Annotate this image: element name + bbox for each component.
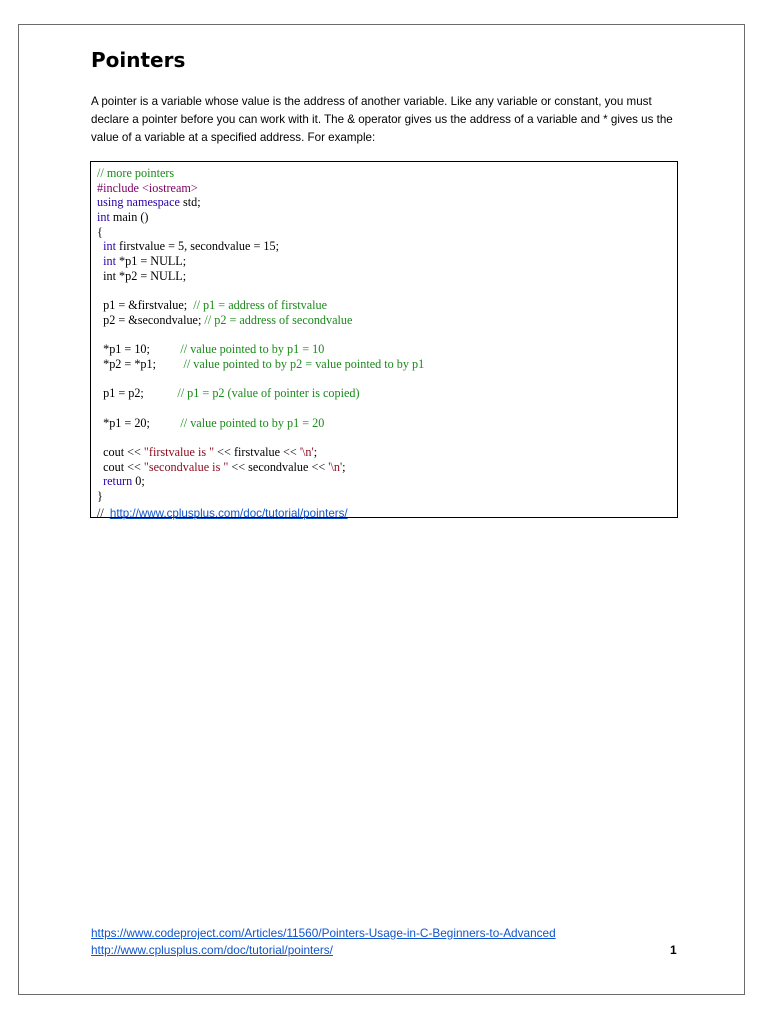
code-token: // p2 = address of secondvalue <box>204 312 353 327</box>
code-token: int <box>103 239 116 254</box>
code-token: int <box>97 210 110 225</box>
code-token: { <box>97 224 103 239</box>
code-token: int <box>103 254 116 269</box>
code-line <box>97 357 671 372</box>
document-page <box>18 24 745 995</box>
code-token: << firstvalue << <box>214 445 300 460</box>
code-token: // more pointers <box>97 166 175 180</box>
code-line <box>97 181 671 196</box>
code-source-line <box>97 504 671 522</box>
code-token: // value pointed to by p1 = 20 <box>180 415 325 430</box>
code-token: std; <box>179 195 201 210</box>
code-token: main () <box>109 210 149 225</box>
code-token: // value pointed to by p1 = 10 <box>180 342 325 357</box>
code-token: *p2 = *p1; <box>97 356 184 371</box>
code-token: *p1 = 20; <box>97 415 181 430</box>
code-line <box>97 401 671 416</box>
code-token: return <box>103 474 133 489</box>
page-number: 1 <box>670 943 677 957</box>
code-token: *p1 = NULL; <box>115 254 187 269</box>
code-line <box>97 254 671 269</box>
code-token: // p1 = p2 (value of pointer is copied) <box>177 386 360 401</box>
code-token: int *p2 = NULL; <box>97 268 187 283</box>
code-token: "firstvalue is " <box>143 445 215 460</box>
footer-references <box>91 925 556 959</box>
code-line <box>97 489 671 504</box>
code-line <box>97 342 671 357</box>
code-line <box>97 298 671 313</box>
code-token: *p1 = 10; <box>97 342 181 357</box>
code-line <box>97 284 671 299</box>
code-token: // value pointed to by p2 = value pointed to by p1 <box>183 356 425 371</box>
page-title: Pointers <box>91 48 186 72</box>
code-comment-prefix: // <box>97 505 110 520</box>
code-line <box>97 430 671 445</box>
code-listing <box>97 166 671 504</box>
code-source-link[interactable]: http://www.cplusplus.com/doc/tutorial/pointers/ <box>109 506 348 520</box>
code-token: 0; <box>132 474 145 489</box>
code-token: cout << <box>97 445 144 460</box>
code-token: } <box>97 489 103 504</box>
reference-link-codeproject[interactable]: https://www.codeproject.com/Articles/11560/Pointers-Usage-in-C-Beginners-to-Advanced <box>91 926 556 940</box>
code-token: // p1 = address of firstvalue <box>193 298 328 313</box>
code-line <box>97 445 671 460</box>
code-token: ; <box>342 459 346 474</box>
code-line <box>97 372 671 387</box>
code-line <box>97 239 671 254</box>
code-line <box>97 386 671 401</box>
code-line <box>97 225 671 240</box>
intro-paragraph: A pointer is a variable whose value is the address of another variable. Like any variable or constant, you must declare a pointer before you can work with it. The & operator gives us the address of a variable and * gives us the value of a variable at a specified address. For example: <box>91 95 673 144</box>
code-line <box>97 210 671 225</box>
code-line <box>97 474 671 489</box>
code-token: '\n' <box>328 459 343 474</box>
code-token: firstvalue = 5, secondvalue = 15; <box>115 239 279 254</box>
code-token: p1 = p2; <box>97 386 178 401</box>
code-block <box>90 161 678 518</box>
code-line <box>97 313 671 328</box>
reference-link-cplusplus[interactable]: http://www.cplusplus.com/doc/tutorial/pointers/ <box>91 943 333 957</box>
code-line <box>97 166 671 181</box>
code-line <box>97 328 671 343</box>
code-token: p1 = &firstvalue; <box>97 298 194 313</box>
code-line <box>97 195 671 210</box>
code-token: ; <box>313 445 318 460</box>
code-token: cout << <box>97 459 144 474</box>
code-token: '\n' <box>299 445 314 460</box>
code-line <box>97 416 671 431</box>
code-line <box>97 460 671 475</box>
code-token: "secondvalue is " <box>143 459 229 474</box>
code-line <box>97 269 671 284</box>
code-token: << secondvalue << <box>228 459 329 474</box>
code-token: p2 = &secondvalue; <box>97 312 205 327</box>
code-token: using namespace <box>97 195 180 210</box>
code-token: #include <iostream> <box>97 180 198 195</box>
